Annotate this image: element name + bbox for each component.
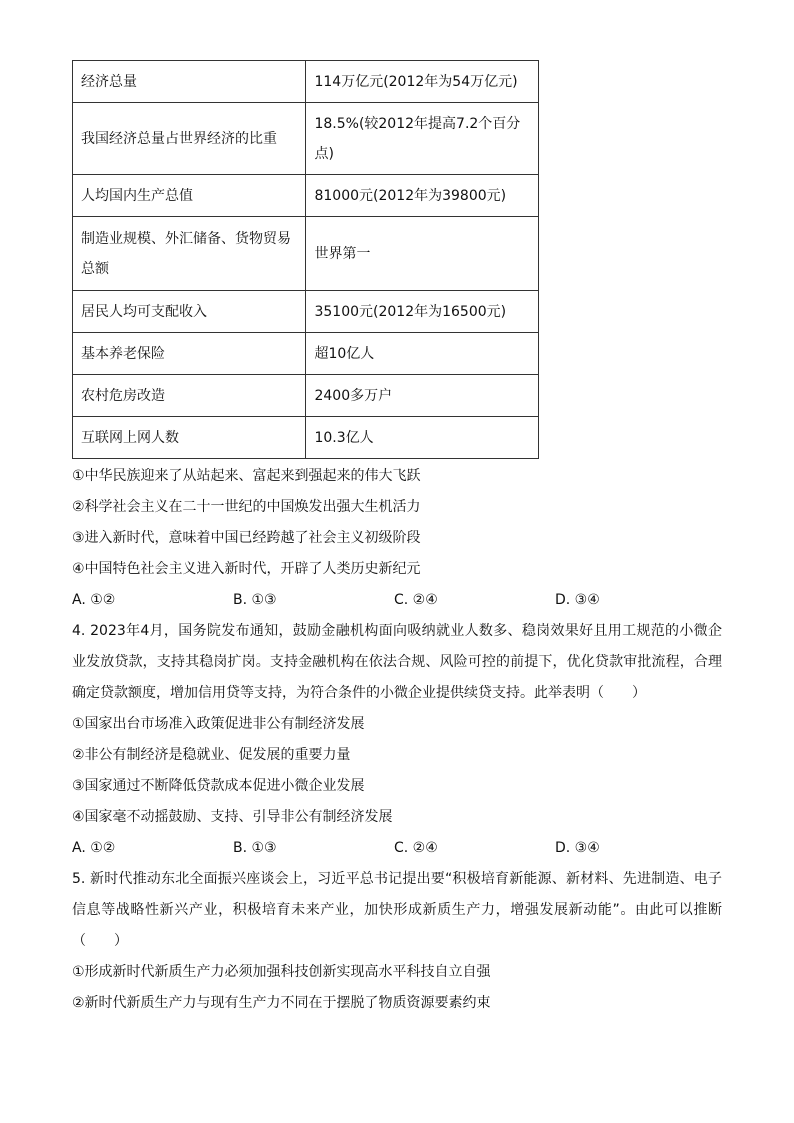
table-cell-value: 10.3亿人 <box>306 417 539 459</box>
option-b[interactable]: B. ①③ <box>233 840 277 856</box>
statement: ④国家毫不动摇鼓励、支持、引导非公有制经济发展 <box>72 809 393 825</box>
document-page <box>72 60 722 1019</box>
table-cell-item: 基本养老保险 <box>73 333 306 375</box>
table-cell-item: 互联网上网人数 <box>73 417 306 459</box>
table-row <box>73 333 539 375</box>
table-cell-item: 农村危房改造 <box>73 375 306 417</box>
question-stem: 5. 新时代推动东北全面振兴座谈会上，习近平总书记提出要“积极培育新能源、新材料、先进制造、电子信息等战略性新兴产业，积极培育未来产业，加快形成新质生产力，增强发展新动能”。由此可以推断（ ） <box>72 871 722 949</box>
table-row <box>73 217 539 291</box>
question-stem: 4. 2023年4月，国务院发布通知，鼓励金融机构面向吸纳就业人数多、稳岗效果好且用工规范的小微企业发放贷款，支持其稳岗扩岗。支持金融机构在依法合规、风险可控的前提下，优化贷款审批流程，合理确定贷款额度，增加信用贷等支持，为符合条件的小微企业提供续贷支持。此举表明（ ） <box>72 623 722 701</box>
table-row <box>73 417 539 459</box>
table-row <box>73 61 539 103</box>
option-d[interactable]: D. ③④ <box>555 840 600 856</box>
table-row <box>73 291 539 333</box>
statement: ②新时代新质生产力与现有生产力不同在于摆脱了物质资源要素约束 <box>72 995 491 1011</box>
table-row <box>73 175 539 217</box>
table-cell-value: 世界第一 <box>306 217 539 291</box>
table-cell-value: 114万亿元(2012年为54万亿元) <box>306 61 539 103</box>
statement: ②科学社会主义在二十一世纪的中国焕发出强大生机活力 <box>72 499 421 515</box>
statement: ④中国特色社会主义进入新时代，开辟了人类历史新纪元 <box>72 561 421 577</box>
table-cell-item: 居民人均可支配收入 <box>73 291 306 333</box>
option-a[interactable]: A. ①② <box>72 592 116 608</box>
table-cell-value: 35100元(2012年为16500元) <box>306 291 539 333</box>
option-d[interactable]: D. ③④ <box>555 592 600 608</box>
statement: ①国家出台市场准入政策促进非公有制经济发展 <box>72 716 365 732</box>
statement: ①形成新时代新质生产力必须加强科技创新实现高水平科技自立自强 <box>72 964 491 980</box>
table-cell-item: 人均国内生产总值 <box>73 175 306 217</box>
table-row <box>73 103 539 175</box>
statistics-table <box>72 60 539 459</box>
answer-options <box>72 585 722 616</box>
question-4 <box>72 616 722 864</box>
statement: ③国家通过不断降低贷款成本促进小微企业发展 <box>72 778 365 794</box>
option-c[interactable]: C. ②④ <box>394 592 438 608</box>
table-cell-value: 2400多万户 <box>306 375 539 417</box>
answer-options <box>72 833 722 864</box>
table-cell-value: 81000元(2012年为39800元) <box>306 175 539 217</box>
table-cell-item: 制造业规模、外汇储备、货物贸易总额 <box>73 217 306 291</box>
table-cell-value: 18.5%(较2012年提高7.2个百分点) <box>306 103 539 175</box>
option-a[interactable]: A. ①② <box>72 840 116 856</box>
option-b[interactable]: B. ①③ <box>233 592 277 608</box>
table-cell-value: 超10亿人 <box>306 333 539 375</box>
table-row <box>73 375 539 417</box>
option-c[interactable]: C. ②④ <box>394 840 438 856</box>
table-cell-item: 我国经济总量占世界经济的比重 <box>73 103 306 175</box>
table-cell-item: 经济总量 <box>73 61 306 103</box>
question-5 <box>72 864 722 1019</box>
question-3 <box>72 461 722 616</box>
statement: ①中华民族迎来了从站起来、富起来到强起来的伟大飞跃 <box>72 468 421 484</box>
statement: ②非公有制经济是稳就业、促发展的重要力量 <box>72 747 351 763</box>
statement: ③进入新时代，意味着中国已经跨越了社会主义初级阶段 <box>72 530 421 546</box>
